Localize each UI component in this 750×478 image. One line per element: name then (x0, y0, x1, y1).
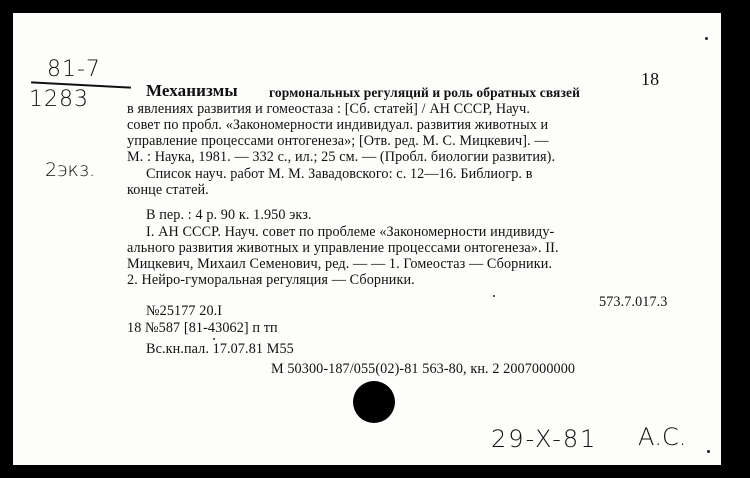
entry-line-3: совет по пробл. «Закономерности индивидуал. развития животных и (127, 117, 549, 133)
scan-border-right (721, 0, 750, 478)
handwritten-initials: А.С. (638, 423, 687, 451)
entry-line-1: гормональных регуляций и роль обратных связей (269, 85, 580, 100)
scan-speck (213, 338, 215, 340)
handwritten-date-note: 29-X-81 (491, 425, 598, 453)
entry-line-9: I. АН СССР. Науч. совет по проблеме «Закономерности индивиду- (146, 224, 555, 240)
scan-speck (707, 450, 710, 453)
entry-title: Механизмы (146, 81, 238, 100)
entry-line-7: конце статей. (127, 182, 209, 198)
registration-line-1: №25177 20.I (146, 303, 223, 319)
registration-line-4: М 50300-187/055(02)-81 563-80, кн. 2 2007000000 (271, 361, 576, 377)
entry-line-2: в явлениях развития и гомеостаза : [Сб. статей] / АН СССР, Науч. (127, 101, 530, 117)
entry-line-11: Мицкевич, Михаил Семенович, ред. — — 1. Гомеостаз — Сборники. (127, 256, 553, 272)
entry-line-12: 2. Нейро-гуморальная регуляция — Сборники. (127, 272, 415, 288)
card-punch-hole (353, 381, 395, 423)
scan-speck (493, 295, 495, 297)
entry-line-4: управление процессами онтогенеза»; [Отв. ред. М. С. Мицкевич]. — (127, 133, 549, 149)
entry-line-8: В пер. : 4 р. 90 к. 1.950 экз. (146, 207, 312, 223)
handwritten-shelf-bottom: 1283 (29, 87, 89, 112)
scan-speck (705, 37, 708, 40)
registration-line-3: Вс.кн.пал. 17.07.81 M55 (146, 341, 294, 357)
entry-line-6: Список науч. работ М. М. Завадовского: с. 12—16. Библиогр. в (146, 166, 533, 182)
registration-line-2: 18 №587 [81-43062] п тп (127, 320, 278, 336)
scan-border-top (0, 0, 750, 13)
udc-number: 573.7.017.3 (599, 294, 668, 310)
catalog-card (13, 13, 721, 465)
handwritten-shelf-top: 81-7 (47, 57, 101, 82)
handwritten-copies: 2экз. (45, 159, 96, 181)
entry-line-5: М. : Наука, 1981. — 332 с., ил.; 25 см. — (Пробл. биологии развития). (127, 149, 556, 165)
card-number: 18 (641, 69, 660, 89)
entry-line-10: ального развития животных и управление процессами онтогенеза». II. (127, 240, 559, 256)
